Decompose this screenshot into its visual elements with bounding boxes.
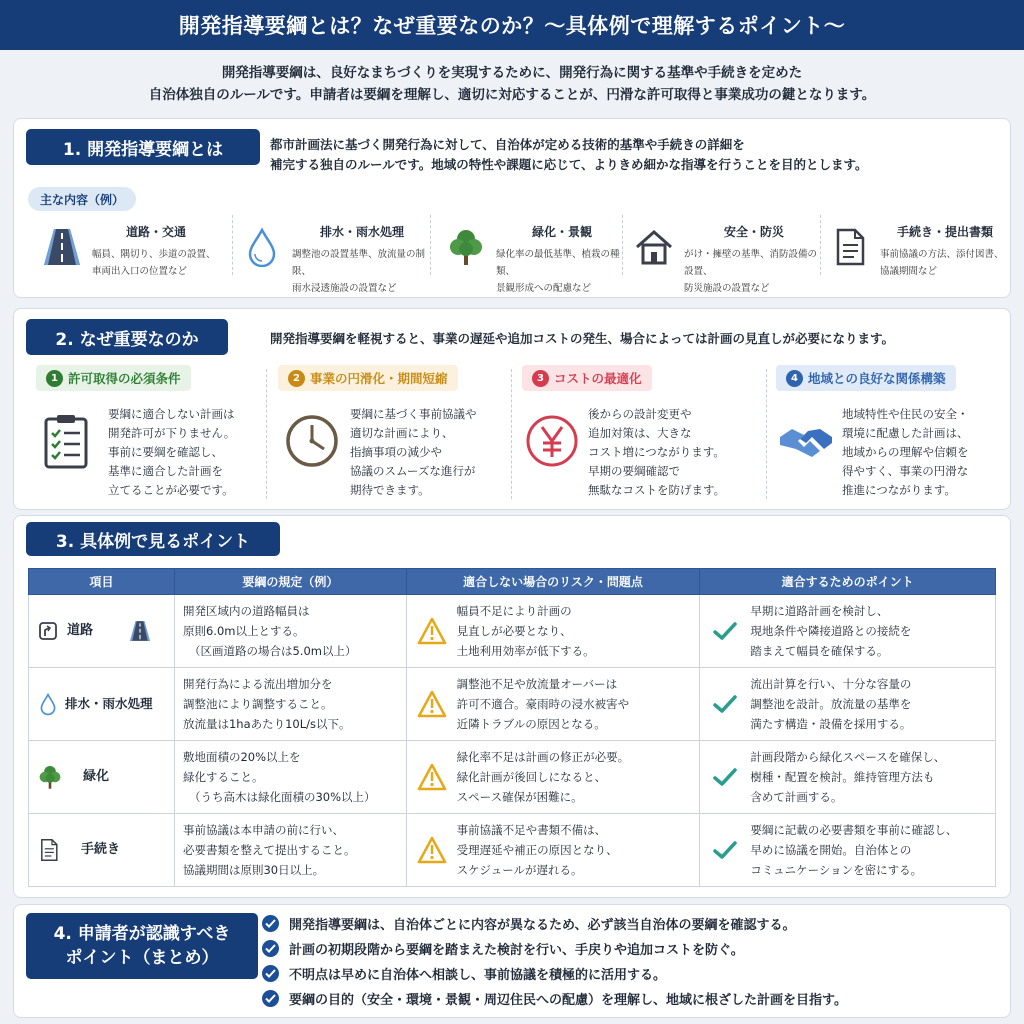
warning-icon xyxy=(417,763,447,791)
rule-cell xyxy=(174,814,406,887)
point-line: 含めて計画する。 xyxy=(750,790,843,804)
rule-line: 放流量は1haあたり10L/s以下。 xyxy=(182,717,351,731)
reason-line: 得やすく、事業の円滑な xyxy=(842,464,969,478)
category-title: 緑化・景観 xyxy=(531,225,592,239)
tree-icon xyxy=(37,763,63,791)
summary-item xyxy=(262,912,795,934)
section-4-title-line-2: ポイント（まとめ） xyxy=(65,948,219,968)
category-desc-line-2: 協議期間など xyxy=(880,266,938,277)
risk-cell xyxy=(406,595,700,668)
warning-icon xyxy=(417,836,447,864)
reason-2-title: 事業の円滑化・期間短縮 xyxy=(310,371,448,386)
summary-text: 開発指導要綱は、自治体ごとに内容が異なるため、必ず該当自治体の要綱を確認する。 xyxy=(289,917,796,933)
reason-3-title: コストの最適化 xyxy=(554,371,642,386)
item-label: 道路 xyxy=(67,623,94,638)
summary-text: 計画の初期段階から要綱を踏まえた検討を行い、手戻りや追加コストを防ぐ。 xyxy=(289,942,744,958)
intro-text xyxy=(60,62,964,106)
category-desc-line-1: がけ・擁壁の基準、消防設備の設置、 xyxy=(684,249,818,277)
reason-line: 要綱に適合しない計画は xyxy=(108,407,235,421)
point-line: 早めに協議を開始。自治体との xyxy=(750,843,912,857)
rule-line: （うち高木は緑化面積の30%以上） xyxy=(188,790,376,804)
rule-line: 調整池により調整すること。 xyxy=(182,697,333,711)
reason-line: 適切な計画により、 xyxy=(350,426,454,440)
reason-2-heading xyxy=(278,365,458,391)
water-drop-icon xyxy=(242,227,282,267)
rule-line: 敷地面積の20%以上を xyxy=(182,750,301,764)
reason-4-number: 4 xyxy=(786,370,803,387)
reason-1-title: 許可取得の必須条件 xyxy=(68,371,181,386)
divider xyxy=(820,215,821,275)
rule-line: 協議期間は原則30日以上。 xyxy=(182,863,325,877)
road-sign-icon xyxy=(37,620,59,642)
table-row xyxy=(29,814,996,887)
examples-table xyxy=(28,568,996,887)
item-cell xyxy=(29,814,175,887)
document-icon xyxy=(830,227,870,267)
check-circle-icon xyxy=(262,915,279,932)
rule-cell xyxy=(174,741,406,814)
item-label: 手続き xyxy=(81,842,121,857)
reason-line: 環境に配慮した計画は、 xyxy=(842,426,969,440)
handshake-icon xyxy=(776,411,836,471)
divider xyxy=(622,215,623,275)
risk-cell xyxy=(406,741,700,814)
point-line: コミュニケーションを密にする。 xyxy=(750,863,923,877)
reason-line: 追加対策は、大きな xyxy=(588,426,692,440)
warning-icon xyxy=(417,690,447,718)
summary-text: 不明点は早めに自治体へ相談し、事前協議を積極的に活用する。 xyxy=(289,967,667,983)
table-row xyxy=(29,668,996,741)
reason-line: 要綱に基づく事前協議や xyxy=(350,407,477,421)
rule-line: （区画道路の場合は5.0m以上） xyxy=(188,644,357,658)
risk-line: 許可不適合。豪雨時の浸水被害や xyxy=(456,697,630,711)
risk-line: 見直しが必要となり、 xyxy=(456,624,572,638)
reason-3-number: 3 xyxy=(532,370,549,387)
yen-icon xyxy=(522,411,582,471)
rule-line: 緑化すること。 xyxy=(182,770,264,784)
reason-line: 無駄なコストを防げます。 xyxy=(588,483,726,497)
risk-line: 調整池不足や放流量オーバーは xyxy=(456,677,618,691)
point-line: 流出計算を行い、十分な容量の xyxy=(750,677,912,691)
clipboard-checklist-icon xyxy=(36,411,96,471)
rule-cell xyxy=(174,595,406,668)
point-cell xyxy=(700,814,996,887)
table-row xyxy=(29,595,996,668)
checkmark-icon xyxy=(712,839,738,861)
category-procedures xyxy=(830,215,1010,285)
section-1-desc-line-2: 補完する独自のルールです。地域の特性や課題に応じて、よりきめ細かな指導を行うことを目的とします。 xyxy=(270,157,868,172)
page-title: 開発指導要綱とは？なぜ重要なのか？〜具体例で理解するポイント〜 xyxy=(0,0,1024,50)
risk-line: 幅員不足により計画の xyxy=(456,604,572,618)
reason-line: 推進につながります。 xyxy=(842,483,956,497)
summary-item xyxy=(262,937,744,959)
main-contents-pill: 主な内容（例） xyxy=(28,187,136,211)
section-2-panel xyxy=(13,308,1011,510)
reason-1-number: 1 xyxy=(46,370,63,387)
column-header: 項目 xyxy=(29,569,175,595)
reason-line: 事前に要綱を確認し、 xyxy=(108,445,223,459)
point-line: 調整池を設計。放流量の基準を xyxy=(750,697,912,711)
column-header: 適合しない場合のリスク・問題点 xyxy=(406,569,700,595)
item-cell xyxy=(29,668,175,741)
clock-icon xyxy=(282,411,342,471)
risk-cell xyxy=(406,668,700,741)
divider xyxy=(766,369,767,499)
reason-line: 基準に適合した計画を xyxy=(108,464,223,478)
section-3-title: 3. 具体例で見るポイント xyxy=(26,522,280,556)
point-line: 計画段階から緑化スペースを確保し、 xyxy=(750,750,946,764)
reason-line: 立てることが必要です。 xyxy=(108,483,234,497)
category-desc-line-1: 調整池の設置基準、放流量の制限、 xyxy=(292,249,426,277)
divider xyxy=(511,369,512,499)
category-title: 安全・防災 xyxy=(723,225,784,239)
reason-line: 地域からの理解や信頼を xyxy=(842,445,969,459)
rule-cell xyxy=(174,668,406,741)
point-line: 樹種・配置を検討。維持管理方法も xyxy=(750,770,935,784)
item-cell xyxy=(29,741,175,814)
road-icon xyxy=(42,227,82,267)
point-line: 満たす構造・設備を採用する。 xyxy=(750,717,912,731)
reason-line: 期待できます。 xyxy=(350,483,430,497)
reason-2-text xyxy=(350,405,477,500)
warning-icon xyxy=(417,617,447,645)
rule-line: 必要書類を整えて提出すること。 xyxy=(182,843,356,857)
reason-line: 指摘事項の減少や xyxy=(350,445,442,459)
divider xyxy=(266,369,267,499)
table-row xyxy=(29,741,996,814)
tree-icon xyxy=(446,227,486,267)
road-icon xyxy=(129,619,151,643)
reason-3-text xyxy=(588,405,725,500)
reason-4-text xyxy=(842,405,969,500)
category-drainage xyxy=(242,215,432,294)
reason-2-number: 2 xyxy=(288,370,305,387)
item-label: 排水・雨水処理 xyxy=(65,696,153,711)
summary-text: 要綱の目的（安全・環境・景観・周辺住民への配慮）を理解し、地域に根ざした計画を目指す。 xyxy=(289,992,847,1008)
item-cell xyxy=(29,595,175,668)
reason-line: 早期の要綱確認で xyxy=(588,464,680,478)
risk-line: 受理遅延や補正の原因となり、 xyxy=(456,843,618,857)
risk-line: 緑化計画が後回しになると、 xyxy=(456,770,607,784)
category-desc-line-2: 景観形成への配慮など xyxy=(496,283,592,294)
reason-line: 後からの設計変更や xyxy=(588,407,692,421)
point-cell xyxy=(700,668,996,741)
summary-item xyxy=(262,962,666,984)
section-4-title xyxy=(26,913,258,979)
point-line: 現地条件や隣接道路との接続を xyxy=(750,624,912,638)
category-desc-line-1: 事前協議の方法、添付図書、 xyxy=(880,249,1004,260)
category-safety xyxy=(634,215,824,294)
risk-line: スペース確保が困難に。 xyxy=(456,790,583,804)
risk-cell xyxy=(406,814,700,887)
section-1-description xyxy=(270,135,990,175)
checkmark-icon xyxy=(712,620,738,642)
category-title: 手続き・提出書類 xyxy=(896,225,993,239)
reason-3-heading xyxy=(522,365,652,391)
point-cell xyxy=(700,595,996,668)
reason-4-title: 地域との良好な関係構築 xyxy=(808,371,946,386)
section-1-desc-line-1: 都市計画法に基づく開発行為に対して、自治体が定める技術的基準や手続きの詳細を xyxy=(270,137,745,152)
category-desc-line-2: 防災施設の設置など xyxy=(684,283,770,294)
water-drop-icon xyxy=(37,692,59,716)
point-line: 早期に道路計画を検討し、 xyxy=(750,604,889,618)
category-desc-line-1: 緑化率の最低基準、植栽の種類、 xyxy=(496,249,620,277)
section-4-title-line-1: 4. 申請者が認識すべき xyxy=(53,924,231,944)
house-icon xyxy=(634,227,674,267)
section-2-title: 2. なぜ重要なのか xyxy=(26,319,228,355)
reason-line: コスト増につながります。 xyxy=(588,445,725,459)
category-title: 排水・雨水処理 xyxy=(319,225,404,239)
intro-line-1: 開発指導要綱は、良好なまちづくりを実現するために、開発行為に関する基準や手続きを定めた xyxy=(221,65,803,81)
divider xyxy=(232,215,233,275)
intro-line-2: 自治体独自のルールです。申請者は要綱を理解し、適切に対応することが、円滑な許可取得と事業成功の鍵となります。 xyxy=(148,87,876,103)
rule-line: 開発行為による流出増加分を xyxy=(182,677,333,691)
category-road xyxy=(42,215,220,285)
risk-line: スケジュールが遅れる。 xyxy=(456,863,583,877)
column-header: 適合するためのポイント xyxy=(700,569,996,595)
checkmark-icon xyxy=(712,693,738,715)
divider xyxy=(430,215,431,275)
risk-line: 近隣トラブルの原因となる。 xyxy=(456,717,606,731)
risk-line: 土地利用効率が低下する。 xyxy=(456,644,595,658)
point-line: 踏まえて幅員を確保する。 xyxy=(750,644,889,658)
section-2-description: 開発指導要綱を軽視すると、事業の遅延や追加コストの発生、場合によっては計画の見直しが必要になります。 xyxy=(270,331,895,346)
rule-line: 原則6.0m以上とする。 xyxy=(182,624,305,638)
category-desc-line-2: 雨水浸透施設の設置など xyxy=(292,283,397,294)
category-title: 道路・交通 xyxy=(125,225,186,239)
reason-line: 開発許可が下りません。 xyxy=(108,426,236,440)
reason-4-heading xyxy=(776,365,956,391)
rule-line: 事前協議は本申請の前に行い、 xyxy=(182,823,344,837)
reason-1-text xyxy=(108,405,235,500)
reason-line: 地域特性や住民の安全・ xyxy=(842,407,969,421)
reason-line: 協議のスムーズな進行が xyxy=(350,464,476,478)
category-greenery xyxy=(446,215,628,294)
document-icon xyxy=(37,836,61,864)
checkmark-icon xyxy=(712,766,738,788)
check-circle-icon xyxy=(262,990,279,1007)
risk-line: 緑化率不足は計画の修正が必要。 xyxy=(456,750,630,764)
reason-1-heading xyxy=(36,365,191,391)
check-circle-icon xyxy=(262,965,279,982)
section-3-panel xyxy=(13,515,1011,898)
summary-item xyxy=(262,987,847,1009)
point-cell xyxy=(700,741,996,814)
section-1-title: 1. 開発指導要綱とは xyxy=(26,129,260,165)
section-1-panel xyxy=(13,118,1011,298)
risk-line: 事前協議不足や書類不備は、 xyxy=(456,823,607,837)
column-header: 要綱の規定（例） xyxy=(174,569,406,595)
table-header-row xyxy=(29,569,996,595)
rule-line: 開発区域内の道路幅員は xyxy=(182,604,310,618)
point-line: 要綱に記載の必要書類を事前に確認し、 xyxy=(750,823,958,837)
item-label: 緑化 xyxy=(83,769,110,784)
category-desc-line-2: 車両出入口の位置など xyxy=(92,266,188,277)
check-circle-icon xyxy=(262,940,279,957)
category-desc-line-1: 幅員、隅切り、歩道の設置、 xyxy=(92,249,216,260)
